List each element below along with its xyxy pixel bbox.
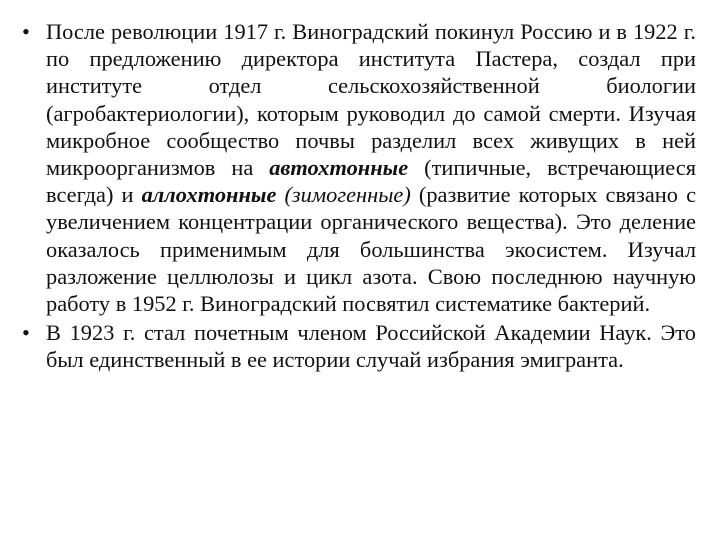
bullet-text-part: (развитие которых связано с увеличением концентрации органического вещества). Это деление оказалось применимым для большинства экосистем. Изучал разложение целлюлозы и цикл азота. Свою последнюю научную работу в 1952 г. Виноградский посвятил систематике бактерий.: [46, 182, 697, 317]
bullet-text-part: После революции 1917 г. Виноградский покинул Россию и в 1922 г. по предложению директора института Пастера, создал при институте отдел сельскохозяйственной биологии (агробактериологии), которым руководил до самой смерти. Изучая микробное сообщество почвы разделил всех живущих в ней микроорганизмов на: [46, 19, 696, 181]
term-allochthonous-note: (зимогенные): [276, 182, 411, 208]
bullet-text: В 1923 г. стал почетным членом Российской Академии Наук. Это был единственный в ее истории случай избрания эмигранта.: [46, 320, 696, 373]
term-autochthonous: автохтонные: [269, 155, 409, 181]
bullet-marker: •: [22, 19, 30, 44]
bullet-item-1: [20, 18, 696, 317]
term-allochthonous: аллохтонные: [141, 182, 277, 208]
bullet-marker: •: [22, 320, 30, 346]
bullet-text-part: (типичные, встречающиеся всегда) и: [46, 155, 697, 208]
bullet-item-2: [20, 319, 696, 373]
bullet-list: [20, 18, 696, 374]
